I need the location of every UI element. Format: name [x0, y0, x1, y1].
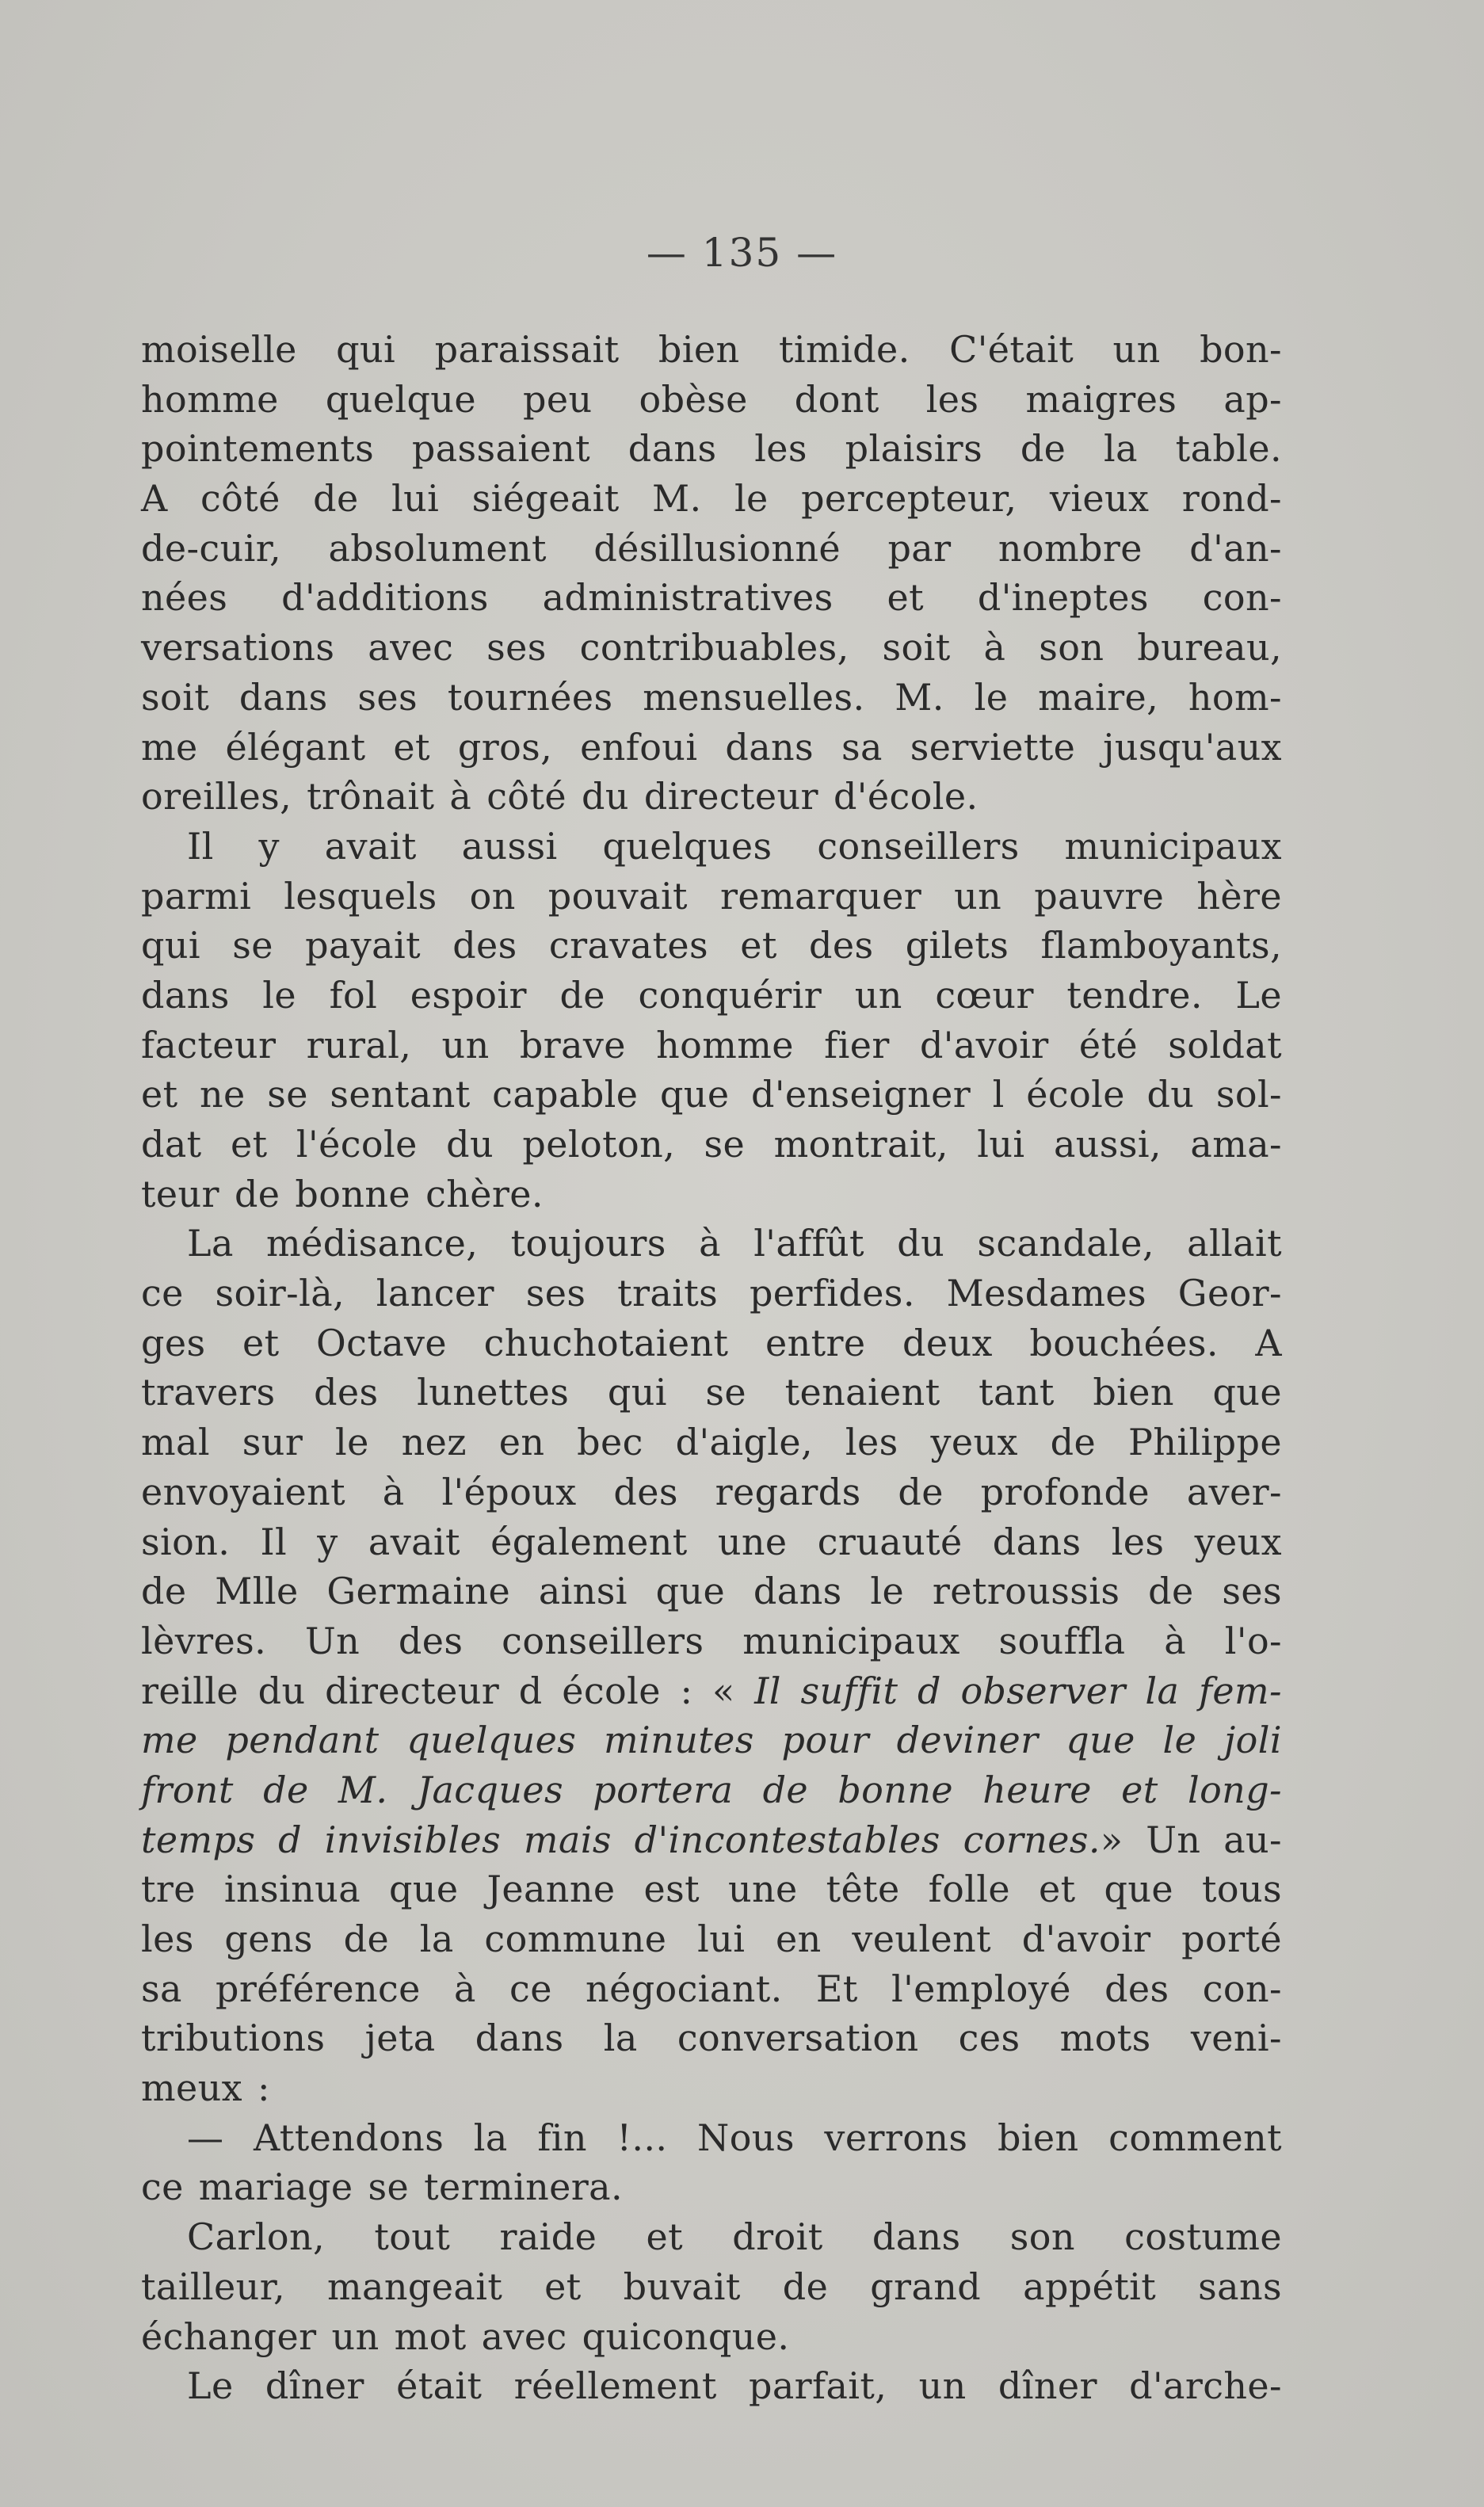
- text-line-roman: sion. Il y avait également une cruauté dans les yeux: [141, 1520, 1282, 1563]
- text-line: [141, 1566, 1282, 1616]
- text-line: [141, 1815, 1282, 1865]
- text-line-roman: ce soir-là, lancer ses traits perfides. Mesdames Geor-: [141, 1272, 1282, 1315]
- text-line-roman-after: » Un au-: [1100, 1818, 1283, 1861]
- text-line: [141, 2361, 1282, 2411]
- text-line: [141, 2013, 1282, 2063]
- text-line: [141, 1368, 1282, 1418]
- text-line: [141, 1864, 1282, 1914]
- text-line: [141, 1318, 1282, 1368]
- text-line-roman: oreilles, trônait à côté du directeur d'école.: [141, 775, 979, 818]
- text-line: [141, 2063, 1282, 2113]
- text-line-roman: qui se payait des cravates et des gilets flamboyants,: [141, 924, 1282, 967]
- text-line: [141, 2162, 1282, 2212]
- text-line: [141, 1467, 1282, 1517]
- text-line-roman: dat et l'école du peloton, se montrait, lui aussi, ama-: [141, 1123, 1282, 1166]
- text-line: [141, 872, 1282, 922]
- text-line: [141, 1616, 1282, 1666]
- text-line-roman: de Mlle Germaine ainsi que dans le retroussis de ses: [141, 1570, 1282, 1613]
- text-line: [141, 1070, 1282, 1120]
- text-line: [141, 375, 1282, 425]
- text-line: [141, 772, 1282, 822]
- text-line-roman: facteur rural, un brave homme fier d'avoir été soldat: [141, 1023, 1282, 1067]
- text-line-roman: pointements passaient dans les plaisirs de la table.: [141, 427, 1282, 471]
- text-line-roman: dans le fol espoir de conquérir un cœur tendre. Le: [141, 973, 1282, 1017]
- text-line-roman: les gens de la commune lui en veulent d'avoir porté: [141, 1917, 1282, 1960]
- text-line-roman: tributions jeta dans la conversation ces mots veni-: [141, 2017, 1282, 2060]
- text-line: [141, 1219, 1282, 1269]
- text-line: [141, 2113, 1282, 2163]
- text-line-roman: nées d'additions administratives et d'ineptes con-: [141, 576, 1282, 620]
- text-line-roman: versations avec ses contribuables, soit à son bureau,: [141, 626, 1282, 670]
- text-line: [141, 573, 1282, 623]
- text-line: [141, 2212, 1282, 2262]
- text-line-italic: me pendant quelques minutes pour deviner que le joli: [141, 1719, 1282, 1762]
- text-line-italic: Il suffit d observer la fem-: [754, 1669, 1282, 1712]
- text-line-roman: envoyaient à l'époux des regards de profonde aver-: [141, 1470, 1282, 1513]
- text-line-roman: lèvres. Un des conseillers municipaux souffla à l'o-: [141, 1619, 1282, 1662]
- text-line: [141, 1021, 1282, 1070]
- text-line: [141, 524, 1282, 574]
- text-line-roman: échanger un mot avec quiconque.: [141, 2314, 790, 2358]
- text-line-roman: Le dîner était réellement parfait, un dîner d'arche-: [187, 2364, 1282, 2408]
- page-number: — 135 —: [646, 230, 838, 276]
- text-line: [141, 1715, 1282, 1765]
- text-line: [141, 1765, 1282, 1815]
- text-line: [141, 1269, 1282, 1318]
- text-line-roman: mal sur le nez en bec d'aigle, les yeux de Philippe: [141, 1421, 1282, 1464]
- text-line: [141, 1914, 1282, 1964]
- text-line: [141, 2262, 1282, 2312]
- text-line-roman: de-cuir, absolument désillusionné par nombre d'an-: [141, 526, 1282, 570]
- text-line-roman: travers des lunettes qui se tenaient tant bien que: [141, 1371, 1282, 1414]
- text-line-roman: ges et Octave chuchotaient entre deux bouchées. A: [141, 1321, 1282, 1364]
- body-text: [141, 325, 1282, 2411]
- text-line: [141, 1964, 1282, 2014]
- text-line-roman: La médisance, toujours à l'affût du scandale, allait: [187, 1222, 1282, 1265]
- text-line: [141, 1517, 1282, 1567]
- text-line-roman: moiselle qui paraissait bien timide. C'était un bon-: [141, 328, 1282, 371]
- text-line: [141, 623, 1282, 673]
- text-line-roman: reille du directeur d école : «: [141, 1669, 755, 1712]
- text-line: [141, 325, 1282, 375]
- text-line: [141, 1120, 1282, 1170]
- text-line-roman: soit dans ses tournées mensuelles. M. le maire, hom-: [141, 675, 1282, 719]
- text-line-roman: — Attendons la fin !... Nous verrons bien comment: [187, 2116, 1282, 2159]
- text-line-roman: Il y avait aussi quelques conseillers municipaux: [187, 824, 1282, 868]
- text-line: [141, 822, 1282, 872]
- text-line-italic: front de M. Jacques portera de bonne heure et long-: [141, 1768, 1282, 1811]
- text-line-italic: temps d invisibles mais d'incontestables cornes.: [141, 1818, 1101, 1861]
- text-line: [141, 921, 1282, 971]
- text-line: [141, 1418, 1282, 1467]
- text-line-roman: tre insinua que Jeanne est une tête folle et que tous: [141, 1868, 1282, 1911]
- text-line-roman: me élégant et gros, enfoui dans sa serviette jusqu'aux: [141, 725, 1282, 769]
- text-line-roman: teur de bonne chère.: [141, 1172, 544, 1215]
- text-line-roman: A côté de lui siégeait M. le percepteur, vieux rond-: [141, 477, 1282, 521]
- text-line: [141, 673, 1282, 723]
- text-line-roman: ce mariage se terminera.: [141, 2165, 624, 2209]
- text-line: [141, 971, 1282, 1021]
- text-line-roman: homme quelque peu obèse dont les maigres ap-: [141, 377, 1282, 421]
- text-line-roman: meux :: [141, 2066, 270, 2110]
- text-line: [141, 1666, 1282, 1716]
- text-line-roman: parmi lesquels on pouvait remarquer un pauvre hère: [141, 874, 1282, 918]
- text-line: [141, 1170, 1282, 1219]
- text-line: [141, 474, 1282, 524]
- text-line: [141, 723, 1282, 773]
- text-line: [141, 424, 1282, 474]
- text-line-roman: et ne se sentant capable que d'enseigner l école du sol-: [141, 1073, 1282, 1116]
- text-line: [141, 2312, 1282, 2362]
- text-line-roman: Carlon, tout raide et droit dans son costume: [187, 2215, 1282, 2259]
- text-line-roman: sa préférence à ce négociant. Et l'employé des con-: [141, 1967, 1282, 2010]
- text-line-roman: tailleur, mangeait et buvait de grand appétit sans: [141, 2265, 1282, 2308]
